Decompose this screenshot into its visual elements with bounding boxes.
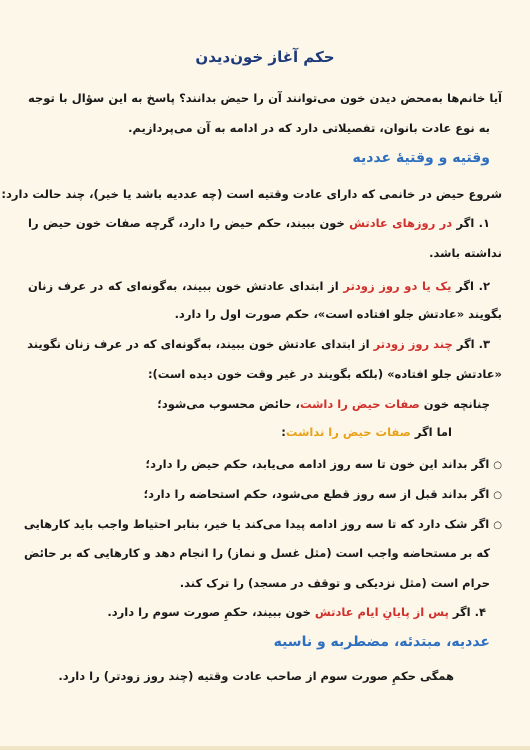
condition-2-highlight: صفات حیض را نداشت (285, 425, 411, 439)
circle-bullet-icon: ○ (493, 460, 502, 471)
item-1-line-1 (28, 213, 490, 233)
bullet-item-2 (28, 484, 502, 506)
item-1-number: ۱. اگر (456, 216, 490, 230)
circle-bullet-icon: ○ (493, 520, 502, 531)
bullet-3-text: اگر شک دارد که تا سه روز ادامه پیدا می‌کند یا خیر، بنابر احتیاط واجب باید کارهایی (23, 517, 490, 531)
item-4-text: خون ببیند، حکمِ صورت سوم را دارد. (107, 605, 311, 619)
bullet-item-3 (23, 514, 502, 536)
intro-line-1: آیا خانم‌ها به‌محض دیدن خون می‌توانند آن را حیض بدانند؟ پاسخ به این سؤال با توجه (28, 91, 502, 105)
condition-1-post: ، حائض محسوب می‌شود؛ (157, 397, 300, 411)
item-3-line-2: «عادتش جلو افتاده» (بلکه بگویند در غیر وقت خون دیده است): (147, 367, 502, 381)
item-3-line-1 (28, 334, 490, 354)
bullet-3-line-2: که بر مستحاضه واجب است (مثل غسل و نماز) را انجام دهد و کارهایی که بر حائض (23, 546, 490, 560)
page-bottom-border (0, 746, 530, 750)
section2-text: همگی حکمِ صورت سوم از صاحب عادت وقتیه (چند روز زودتر) را دارد. (58, 669, 454, 683)
intro-line-2: به نوع عادت بانوان، تفصیلاتی دارد که در ادامه به آن می‌پردازیم. (128, 121, 490, 135)
item-3-highlight: چند روز زودتر (373, 337, 453, 351)
condition-2-post: : (281, 425, 286, 439)
condition-1 (28, 394, 490, 414)
item-2-number: ۲. اگر (456, 279, 491, 293)
item-3-number: ۳. اگر (456, 337, 490, 351)
section-heading-adadiye: عددیه، مبتدئه، مضطربه و ناسیه (273, 634, 490, 650)
bullet-2-text: اگر بداند قبل از سه روز قطع می‌شود، حکم استحاضه را دارد؛ (143, 487, 490, 501)
item-4-highlight: پس از پایانِ ایام عادتش (314, 605, 449, 619)
bullet-1-text: اگر بداند این خون تا سه روز ادامه می‌یابد، حکم حیض را دارد؛ (145, 457, 490, 471)
item-2-text: از ابتدای عادتش خون ببیند، به‌گونه‌ای که در عرف زنان (28, 279, 339, 293)
bullet-3-line-3: حرام است (مثل نزدیکی و توقف در مسجد) را ترک کند. (179, 576, 490, 590)
condition-2-pre: اما اگر (414, 425, 452, 439)
section1-lead: شروع حیض در خانمی که دارای عادت وقتیه است (چه عددیه باشد یا خیر)، چند حالت دارد: (1, 187, 502, 201)
item-4-number: ۴. اگر (452, 605, 486, 619)
page-title: حکم آغاز خون‌دیدن (195, 48, 335, 66)
item-1-highlight: در روزهای عادتش (349, 216, 453, 230)
item-2-line-1 (28, 276, 490, 296)
item-2-highlight: یک یا دو روز زودتر (343, 279, 452, 293)
item-3-text: از ابتدای عادتش خون ببیند، به‌گونه‌ای که در عرف زنان نگویند (27, 337, 370, 351)
item-4-line (28, 602, 486, 622)
circle-bullet-icon: ○ (493, 490, 502, 501)
item-1-text: خون ببیند، حکم حیض را دارد، گرچه صفات خون حیض را (28, 216, 345, 230)
condition-2 (28, 422, 452, 442)
condition-1-pre: چنانچه خون (423, 397, 490, 411)
item-1-line-2: نداشته باشد. (429, 246, 502, 260)
bullet-item-1 (28, 454, 502, 476)
item-2-line-2: بگویند «عادتش جلو افتاده است»، حکم صورت اول را دارد. (174, 307, 502, 321)
section-heading-vaqtiye: وقتیه و وقتیهٔ عددیه (352, 150, 490, 166)
condition-1-highlight: صفات حیض را داشت (299, 397, 420, 411)
